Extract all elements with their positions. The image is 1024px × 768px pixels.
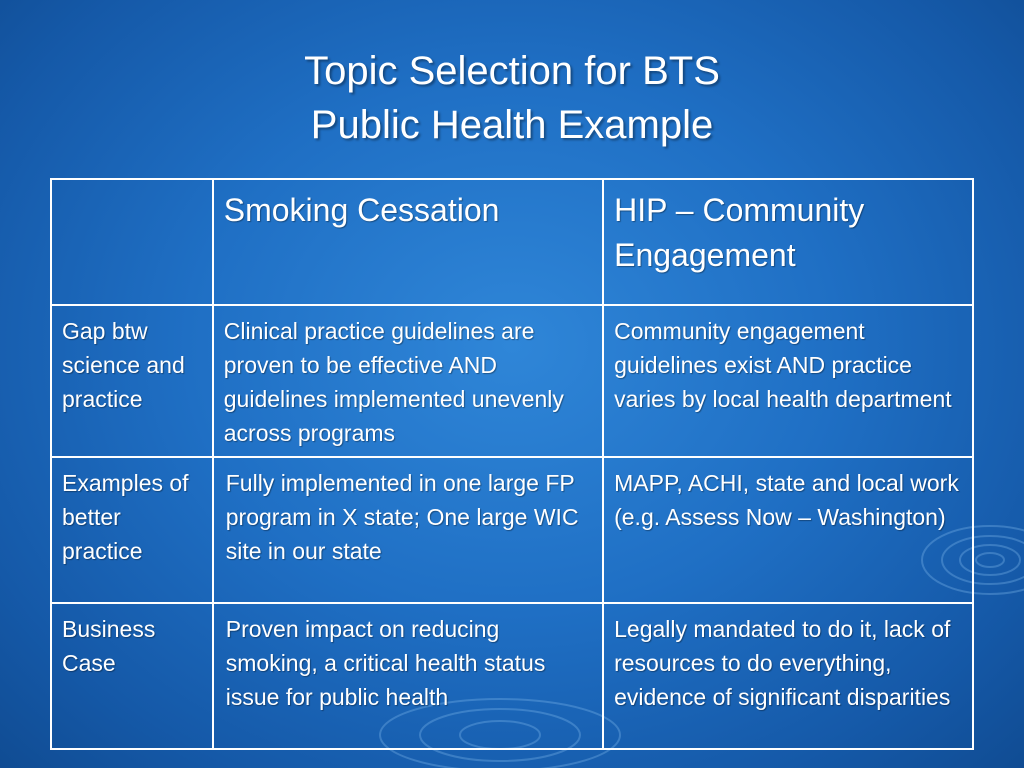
table-row [51, 457, 973, 603]
table-row [51, 603, 973, 749]
row-label-gap: Gap btw science and practice [51, 305, 213, 457]
comparison-table [50, 178, 974, 750]
table-header-row [51, 179, 973, 305]
slide-title-line-1: Topic Selection for BTS [304, 49, 720, 93]
cell-business-hip: Legally mandated to do it, lack of resources to do everything, evidence of significant disparities [603, 603, 973, 749]
cell-business-smoking: Proven impact on reducing smoking, a critical health status issue for public health [213, 603, 603, 749]
slide-title [0, 44, 1024, 152]
header-cell-smoking-cessation: Smoking Cessation [213, 179, 603, 305]
cell-examples-smoking: Fully implemented in one large FP program in X state; One large WIC site in our state [213, 457, 603, 603]
cell-gap-smoking: Clinical practice guidelines are proven to be effective AND guidelines implemented unevenly across programs [213, 305, 603, 457]
row-label-business-case: Business Case [51, 603, 213, 749]
cell-gap-hip: Community engagement guidelines exist AND practice varies by local health department [603, 305, 973, 457]
cell-examples-hip: MAPP, ACHI, state and local work (e.g. Assess Now – Washington) [603, 457, 973, 603]
row-label-examples: Examples of better practice [51, 457, 213, 603]
header-cell-hip-community-engagement: HIP – Community Engagement [603, 179, 973, 305]
slide-title-line-2: Public Health Example [310, 103, 714, 147]
table-row [51, 305, 973, 457]
header-cell-empty [51, 179, 213, 305]
